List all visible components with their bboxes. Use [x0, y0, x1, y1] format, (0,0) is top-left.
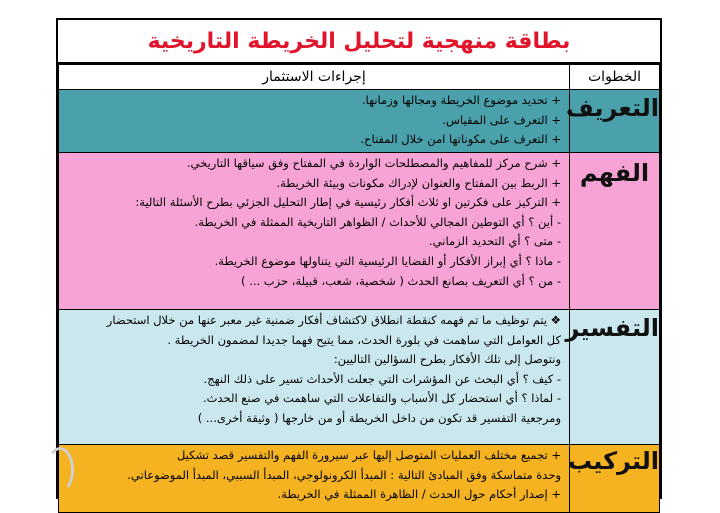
row-definition	[59, 90, 660, 153]
procedure-line: + تجميع مختلف العمليات المتوصل إليها عبر سيرورة الفهم والتفسير قصد تشكيل	[176, 448, 561, 462]
procedure-line: وحدة متماسكة وفق المبادئ التالية : المبدأ الكرونولوجي، المبدأ السببي، المبدأ الموضوعاتي.	[127, 467, 561, 482]
header-row	[59, 65, 660, 90]
analysis-card	[56, 18, 662, 502]
procedure-line: ومرجعية التفسير قد تكون من داخل الخريطة أو من خارجها ( وثيقة أخرى... )	[197, 410, 561, 425]
page-title: بطاقة منهجية لتحليل الخريطة التاريخية	[147, 28, 571, 54]
procedure-line: ونتوصل إلى تلك الأفكار بطرح السؤالين التاليين:	[333, 352, 561, 367]
watermark-arc	[46, 447, 74, 493]
procedure-line: + شرح مركز للمفاهيم والمصطلحات الواردة في المفتاح وفق سياقها التاريخي.	[186, 156, 561, 170]
step-synthesis: التركيب	[570, 445, 660, 513]
procedure-line: + تحديد موضوع الخريطة ومجالها وزمانها.	[361, 93, 561, 107]
title-bar	[58, 20, 660, 64]
procedure-line: - أين ؟ أي التوطين المجالي للأحداث / الظواهر التاريخية الممثلة في الخريطة.	[194, 214, 561, 229]
header-steps: الخطوات	[570, 65, 660, 90]
procedure-line: - لماذا ؟ أي استحضار كل الأسباب والتفاعلات التي ساهمت في صنع الحدث.	[203, 391, 561, 406]
procedure-line: + إصدار أحكام حول الحدث / الظاهرة الممثلة في الخريطة.	[277, 487, 561, 502]
procedure-line: ❖ يتم توظيف ما تم فهمه كنقطة انطلاق لاكتشاف أفكار ضمنية غير معبر عنها من خلال استحضار	[106, 313, 561, 327]
step-definition: التعريف	[570, 90, 660, 153]
procedure-line: + التعرف على مكوناتها امن خلال المفتاح.	[360, 132, 561, 147]
row-understanding	[59, 153, 660, 310]
header-procedures: إجراءات الاستثمار	[59, 65, 570, 90]
procedure-line: + التعرف على المقياس.	[442, 112, 561, 127]
row-synthesis	[59, 445, 660, 513]
procedures-definition	[59, 90, 570, 153]
procedure-line: - متى ؟ أي التحديد الزماني.	[429, 234, 561, 249]
row-interpretation	[59, 310, 660, 445]
procedure-line: + الربط بين المفتاح والعنوان لإدراك مكونات وبيئة الخريطة.	[276, 175, 561, 190]
procedures-synthesis	[59, 445, 570, 513]
procedure-line: + التركيز على فكرتين او ثلاث أفكار رئيسية في إطار التحليل الجزئي بطرح الأسئلة التالية:	[135, 195, 561, 210]
procedure-line: - من ؟ أي التعريف بصانع الحدث ( شخصية، شعب، قبيلة، حزب ... )	[241, 273, 561, 288]
procedures-interpretation	[59, 310, 570, 445]
analysis-table	[58, 64, 660, 513]
procedure-line: - كيف ؟ أي البحث عن المؤشرات التي جعلت الأحداث تسير على ذلك النهج.	[203, 371, 561, 386]
step-interpretation: التفسير	[570, 310, 660, 445]
procedure-line: - ماذا ؟ أي إبراز الأفكار أو القضايا الرئيسية التي يتناولها موضوع الخريطة.	[214, 253, 561, 268]
step-understanding: الفهم	[570, 153, 660, 310]
procedure-line: كل العوامل التي ساهمت في بلورة الحدث، مما يتيح فهما جديدا لمضمون الخريطة .	[167, 332, 561, 347]
procedures-understanding	[59, 153, 570, 310]
